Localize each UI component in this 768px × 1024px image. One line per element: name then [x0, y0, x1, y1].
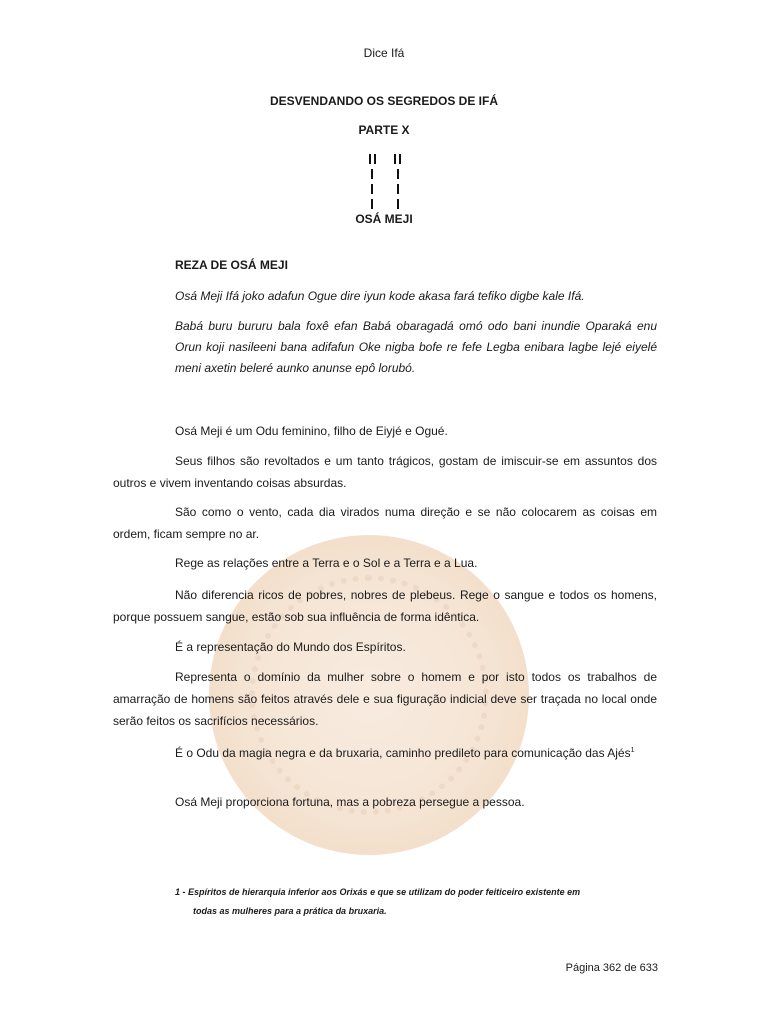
odu-mark-r1-left-b	[374, 154, 376, 164]
odu-mark-r2-right	[397, 169, 399, 179]
footnote	[175, 883, 657, 921]
body-paragraph-text: É o Odu da magia negra e da bruxaria, caminho predileto para comunicação das Ajés	[175, 746, 631, 760]
odu-mark-r4-left	[371, 199, 373, 209]
prayer-paragraph: Osá Meji Ifá joko adafun Ogue dire iyun kode akasa fará tefiko digbe kale Ifá.	[175, 289, 585, 303]
body-paragraph: Representa o domínio da mulher sobre o homem e por isto todos os trabalhos de amarração de homens são feitos através dele e sua figuração indicial deve ser traçada no local onde serão feitos os sacrifícios necessários.	[113, 670, 657, 728]
body-paragraph: Rege as relações entre a Terra e o Sol e a Terra e a Lua.	[175, 556, 478, 570]
page-header: Dice Ifá	[363, 46, 405, 60]
body-paragraph: É a representação do Mundo dos Espíritos.	[175, 640, 406, 654]
body-paragraph: Seus filhos são revoltados e um tanto trágicos, gostam de imiscuir-se em assuntos dos outros e vivem inventando coisas absurdas.	[113, 454, 657, 490]
odu-mark-r2-left	[371, 169, 373, 179]
body-paragraph: Osá Meji proporciona fortuna, mas a pobreza persegue a pessoa.	[175, 795, 525, 809]
footnote-line: todas as mulheres para a prática da bruxaria.	[193, 906, 387, 916]
odu-name: OSÁ MEJI	[355, 212, 413, 226]
body-paragraph: Osá Meji é um Odu feminino, filho de Eiyjé e Ogué.	[175, 424, 448, 438]
odu-mark-r1-left-a	[369, 154, 371, 164]
prayer-heading: REZA DE OSÁ MEJI	[175, 258, 288, 272]
body-paragraph: Não diferencia ricos de pobres, nobres de plebeus. Rege o sangue e todos os homens, porque possuem sangue, estão sob sua influência de forma idêntica.	[113, 588, 657, 624]
odu-sign-mark	[365, 152, 405, 214]
part-title: PARTE X	[358, 123, 410, 137]
document-title: DESVENDANDO OS SEGREDOS DE IFÁ	[269, 94, 499, 108]
odu-mark-r3-right	[397, 184, 399, 194]
footnote-reference: 1	[630, 747, 635, 754]
body-paragraph: São como o vento, cada dia virados numa direção e se não colocarem as coisas em ordem, ficam sempre no ar.	[113, 505, 657, 541]
body-paragraph-with-footnote	[113, 740, 657, 764]
odu-mark-r3-left	[371, 184, 373, 194]
odu-mark-r4-right	[397, 199, 399, 209]
odu-mark-r1-right-a	[394, 154, 396, 164]
prayer-paragraph: Babá buru bururu bala foxê efan Babá obaragadá omó odo bani inundie Oparaká enu Orun koji nasileeni bana adifafun Oke nigba bofe re fefe Legba enibara lagbe lejé eiyelé meni axetin beleré aunko anunse epô lorubó.	[175, 319, 657, 375]
footnote-line: 1 - Espíritos de hierarquia inferior aos Orixás e que se utilizam do poder feiticeiro existente em	[175, 887, 581, 897]
odu-mark-r1-right-b	[399, 154, 401, 164]
page-number: Página 362 de 633	[565, 962, 658, 974]
